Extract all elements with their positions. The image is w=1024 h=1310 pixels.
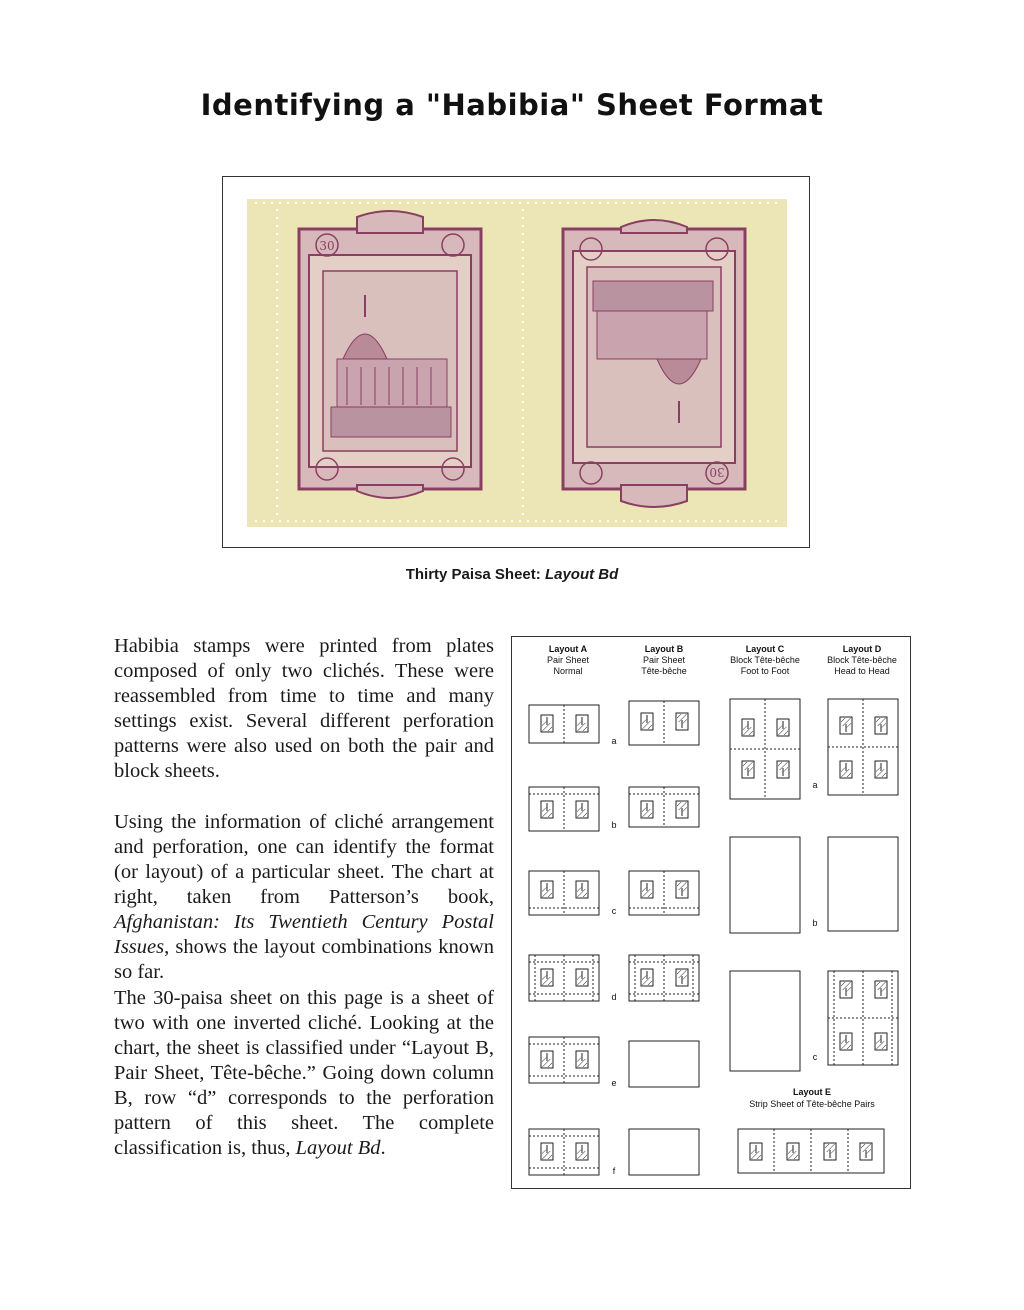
- stamp-left-numeral: 30: [319, 239, 335, 253]
- layout-c-line2: Block Tête-bêche: [730, 655, 800, 665]
- column-d-blocks: [828, 699, 898, 1065]
- layout-b-line2: Pair Sheet: [642, 655, 686, 665]
- row-label-b: b: [611, 820, 617, 830]
- row-label-e: e: [611, 1078, 617, 1088]
- row-label-c-c: c: [812, 1052, 818, 1062]
- row-label-f: f: [612, 1166, 616, 1176]
- sheet-photo-frame: [222, 176, 810, 548]
- layout-chart-diagram: [512, 637, 910, 1188]
- photo-caption-prefix: Thirty Paisa Sheet:: [405, 566, 545, 583]
- layout-c-line3: Foot to Foot: [740, 666, 790, 676]
- layout-c-title: Layout C: [745, 644, 785, 654]
- layout-d-title: Layout D: [842, 644, 882, 654]
- paragraph-class-text-b: .: [380, 1137, 386, 1159]
- layout-b-line3: Tête-bêche: [641, 666, 687, 676]
- row-label-c: c: [611, 906, 617, 916]
- layout-d-line3: Head to Head: [834, 666, 890, 676]
- header-layout-b: [641, 644, 687, 676]
- photo-caption-layout: Layout Bd: [544, 566, 619, 583]
- photo-caption: [0, 566, 1024, 583]
- layout-chart: [511, 636, 911, 1189]
- stamp-left-upright: [299, 211, 481, 498]
- header-layout-d: [827, 644, 897, 676]
- layout-e-line2: Strip Sheet of Tête-bêche Pairs: [749, 1099, 875, 1109]
- row-labels-ab: [611, 736, 616, 1176]
- layout-b-title: Layout B: [644, 644, 684, 654]
- stamp-sheet-photo: [247, 199, 787, 527]
- paragraph-chart-text-b: , shows the layout combinations known so far.: [114, 936, 494, 983]
- stamp-right-inverted: [563, 220, 745, 507]
- paragraph-class-text-a: The 30-paisa sheet on this page is a sheet of two with one inverted cliché. Looking at the chart, the sheet is classified under “Layout B, Pair Sheet, Tête-bêche.” Going down column B, row “d” corresponds to the perforation pattern of this sheet. The complete classification is, thus,: [114, 987, 494, 1159]
- paragraph-chart-explanation: [114, 810, 494, 985]
- row-label-d: d: [611, 992, 617, 1002]
- stamp-right-numeral: 30: [709, 465, 725, 479]
- row-label-c-b: b: [812, 918, 818, 928]
- column-c-blocks: [730, 699, 818, 1071]
- row-label-a: a: [611, 736, 617, 746]
- page-title: Identifying a "Habibia" Sheet Format: [200, 88, 824, 122]
- row-label-c-a: a: [812, 780, 818, 790]
- layout-e: [738, 1087, 884, 1173]
- layout-d-line2: Block Tête-bêche: [827, 655, 897, 665]
- header-layout-c: [730, 644, 800, 676]
- column-b-pairs: [629, 701, 699, 1175]
- layout-a-title: Layout A: [548, 644, 588, 654]
- header-layout-a: [547, 644, 590, 676]
- paragraph-intro: Habibia stamps were printed from plates composed of only two clichés. These were reassembled from time to time and many settings exist. Several different perforation patterns were also used on both the pair and block sheets.: [114, 635, 494, 782]
- stamp-sheet-illustration: [247, 199, 787, 527]
- paragraph-chart-text-a: Using the information of cliché arrangement and perforation, one can identify the format (or layout) of a particular sheet. The chart at right, taken from Patterson’s book,: [114, 811, 494, 908]
- book-title: Afghanistan: Its Twentieth Century Postal Issues: [114, 911, 494, 958]
- layout-a-line2: Pair Sheet: [546, 655, 590, 665]
- layout-a-line3: Normal: [553, 666, 583, 676]
- classification-result: Layout Bd: [295, 1137, 381, 1159]
- paragraph-classification: [114, 986, 494, 1161]
- column-a-pairs: [529, 705, 599, 1175]
- layout-e-title: Layout E: [792, 1087, 832, 1097]
